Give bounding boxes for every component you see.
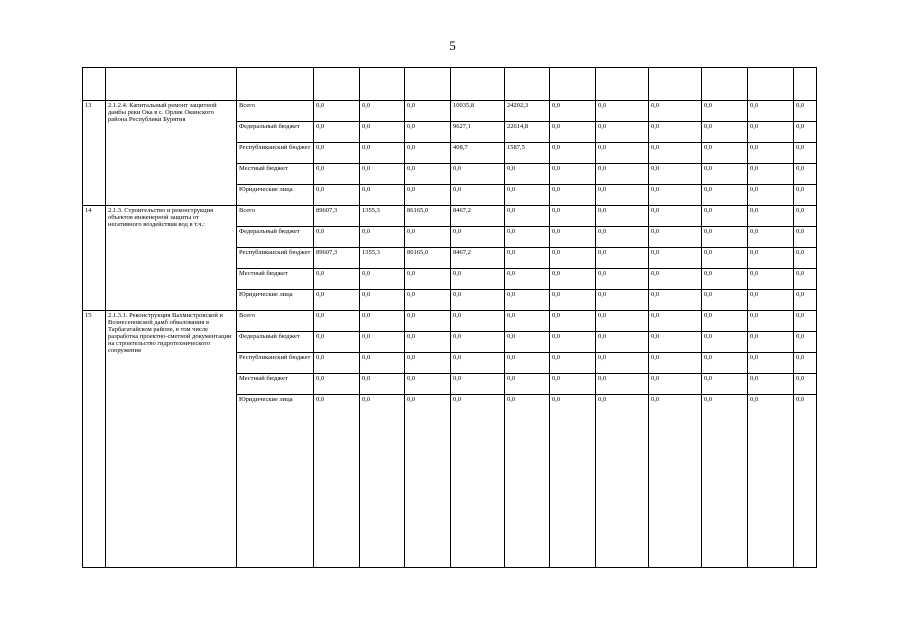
value-cell: 0,0 (794, 353, 817, 374)
value-cell: 0,0 (505, 374, 550, 395)
value-cell: 0,0 (360, 227, 405, 248)
table-row (83, 101, 817, 122)
value-cell: 0,0 (702, 395, 748, 568)
value-cell: 0,0 (550, 206, 596, 227)
value-cell: 0,0 (360, 164, 405, 185)
value-cell: 0,0 (550, 248, 596, 269)
header-row (83, 68, 817, 101)
value-cell: 0,0 (405, 164, 451, 185)
value-cell: 0,0 (314, 122, 360, 143)
header-cell (106, 68, 237, 101)
header-cell (596, 68, 649, 101)
value-cell: 0,0 (748, 269, 794, 290)
value-cell: 24202,3 (505, 101, 550, 122)
value-cell: 0,0 (794, 248, 817, 269)
value-cell: 0,0 (649, 290, 702, 311)
funding-source: Федеральный бюджет (237, 227, 314, 248)
value-cell: 0,0 (649, 248, 702, 269)
funding-source: Республиканский бюджет (237, 353, 314, 374)
value-cell: 0,0 (451, 164, 505, 185)
value-cell: 0,0 (451, 395, 505, 568)
value-cell: 0,0 (505, 185, 550, 206)
value-cell: 0,0 (748, 101, 794, 122)
funding-source: Юридические лица (237, 395, 314, 568)
value-cell: 0,0 (748, 374, 794, 395)
value-cell: 0,0 (550, 290, 596, 311)
value-cell: 0,0 (748, 332, 794, 353)
value-cell: 0,0 (794, 332, 817, 353)
header-cell (505, 68, 550, 101)
header-cell (748, 68, 794, 101)
value-cell: 0,0 (405, 227, 451, 248)
value-cell: 0,0 (505, 332, 550, 353)
row-number: 15 (83, 311, 106, 568)
value-cell: 0,0 (405, 332, 451, 353)
value-cell: 0,0 (794, 290, 817, 311)
value-cell: 0,0 (505, 311, 550, 332)
value-cell: 0,0 (794, 227, 817, 248)
value-cell: 0,0 (794, 185, 817, 206)
value-cell: 0,0 (702, 227, 748, 248)
value-cell: 0,0 (702, 122, 748, 143)
value-cell: 0,0 (649, 269, 702, 290)
value-cell: 0,0 (702, 353, 748, 374)
value-cell: 0,0 (451, 332, 505, 353)
table-row (83, 311, 817, 332)
value-cell: 0,0 (794, 311, 817, 332)
value-cell: 0,0 (550, 143, 596, 164)
value-cell: 0,0 (748, 311, 794, 332)
value-cell: 0,0 (360, 374, 405, 395)
value-cell: 0,0 (314, 227, 360, 248)
value-cell: 0,0 (451, 227, 505, 248)
measure-title: 2.1.2.4. Капитальный ремонт защитной дамбы реки Ока в с. Орлик Окинского района Республики Бурятия (106, 101, 237, 206)
measure-title: 2.1.3. Строительство и реконструкция объектов инженерной защиты от негативного воздействия вод в т.ч.: (106, 206, 237, 311)
value-cell: 0,0 (550, 395, 596, 568)
value-cell: 0,0 (596, 269, 649, 290)
value-cell: 0,0 (405, 353, 451, 374)
value-cell: 89607,3 (314, 248, 360, 269)
value-cell: 1355,3 (360, 248, 405, 269)
value-cell: 0,0 (314, 185, 360, 206)
value-cell: 0,0 (596, 353, 649, 374)
value-cell: 0,0 (748, 206, 794, 227)
funding-source: Федеральный бюджет (237, 332, 314, 353)
header-cell (794, 68, 817, 101)
value-cell: 0,0 (702, 164, 748, 185)
value-cell: 0,0 (550, 122, 596, 143)
value-cell: 0,0 (596, 311, 649, 332)
value-cell: 86165,0 (405, 206, 451, 227)
funding-source: Юридические лица (237, 185, 314, 206)
value-cell: 1587,5 (505, 143, 550, 164)
funding-source: Местный бюджет (237, 164, 314, 185)
funding-source: Местный бюджет (237, 374, 314, 395)
value-cell: 0,0 (649, 374, 702, 395)
value-cell: 0,0 (314, 290, 360, 311)
value-cell: 0,0 (451, 374, 505, 395)
header-cell (314, 68, 360, 101)
page-number: 5 (449, 38, 456, 53)
value-cell: 0,0 (405, 374, 451, 395)
value-cell: 0,0 (649, 101, 702, 122)
value-cell: 0,0 (314, 269, 360, 290)
funding-source: Юридические лица (237, 290, 314, 311)
header-cell (405, 68, 451, 101)
value-cell: 0,0 (649, 206, 702, 227)
funding-source: Федеральный бюджет (237, 122, 314, 143)
value-cell: 0,0 (748, 227, 794, 248)
value-cell: 0,0 (314, 101, 360, 122)
header-cell (237, 68, 314, 101)
value-cell: 0,0 (360, 143, 405, 164)
value-cell: 0,0 (794, 122, 817, 143)
value-cell: 22614,8 (505, 122, 550, 143)
value-cell: 0,0 (360, 395, 405, 568)
header-cell (83, 68, 106, 101)
header-cell (451, 68, 505, 101)
value-cell: 0,0 (314, 353, 360, 374)
value-cell: 0,0 (702, 206, 748, 227)
value-cell: 0,0 (505, 206, 550, 227)
value-cell: 0,0 (702, 101, 748, 122)
value-cell: 89607,3 (314, 206, 360, 227)
value-cell: 8467,2 (451, 248, 505, 269)
value-cell: 0,0 (360, 290, 405, 311)
value-cell: 0,0 (505, 290, 550, 311)
value-cell: 0,0 (748, 290, 794, 311)
value-cell: 0,0 (405, 311, 451, 332)
value-cell: 0,0 (405, 185, 451, 206)
funding-source: Республиканский бюджет (237, 248, 314, 269)
value-cell: 0,0 (649, 122, 702, 143)
value-cell: 0,0 (649, 143, 702, 164)
value-cell: 0,0 (702, 332, 748, 353)
value-cell: 0,0 (550, 269, 596, 290)
value-cell: 1355,3 (360, 206, 405, 227)
value-cell: 0,0 (405, 269, 451, 290)
value-cell: 0,0 (596, 101, 649, 122)
value-cell: 0,0 (748, 395, 794, 568)
value-cell: 0,0 (596, 395, 649, 568)
value-cell: 0,0 (596, 332, 649, 353)
value-cell: 0,0 (702, 269, 748, 290)
value-cell: 0,0 (314, 143, 360, 164)
value-cell: 0,0 (505, 353, 550, 374)
value-cell: 0,0 (596, 227, 649, 248)
value-cell: 0,0 (596, 143, 649, 164)
value-cell: 0,0 (405, 290, 451, 311)
value-cell: 0,0 (314, 311, 360, 332)
value-cell: 0,0 (794, 164, 817, 185)
value-cell: 8467,2 (451, 206, 505, 227)
value-cell: 408,7 (451, 143, 505, 164)
value-cell: 0,0 (314, 395, 360, 568)
value-cell: 0,0 (314, 164, 360, 185)
value-cell: 0,0 (649, 332, 702, 353)
value-cell: 0,0 (794, 206, 817, 227)
value-cell: 0,0 (451, 185, 505, 206)
value-cell: 0,0 (405, 122, 451, 143)
value-cell: 0,0 (596, 206, 649, 227)
row-number: 14 (83, 206, 106, 311)
value-cell: 0,0 (550, 185, 596, 206)
value-cell: 86165,0 (405, 248, 451, 269)
value-cell: 0,0 (550, 227, 596, 248)
value-cell: 0,0 (702, 185, 748, 206)
value-cell: 0,0 (748, 353, 794, 374)
funding-source: Всего (237, 311, 314, 332)
value-cell: 0,0 (596, 164, 649, 185)
value-cell: 0,0 (451, 353, 505, 374)
value-cell: 0,0 (649, 395, 702, 568)
table-body (83, 68, 817, 568)
funding-source: Всего (237, 206, 314, 227)
value-cell: 0,0 (505, 164, 550, 185)
value-cell: 0,0 (702, 248, 748, 269)
value-cell: 0,0 (405, 143, 451, 164)
value-cell: 0,0 (596, 374, 649, 395)
value-cell: 0,0 (405, 101, 451, 122)
value-cell: 0,0 (596, 290, 649, 311)
value-cell: 0,0 (748, 185, 794, 206)
value-cell: 0,0 (794, 374, 817, 395)
value-cell: 0,0 (505, 269, 550, 290)
value-cell: 10035,8 (451, 101, 505, 122)
value-cell: 0,0 (360, 122, 405, 143)
value-cell: 0,0 (314, 374, 360, 395)
value-cell: 0,0 (505, 227, 550, 248)
value-cell: 0,0 (505, 248, 550, 269)
header-cell (649, 68, 702, 101)
header-cell (360, 68, 405, 101)
value-cell: 0,0 (748, 248, 794, 269)
measure-title: 2.1.3.1. Реконструкция Вахмистровской и Вознесеновской дамб обвалования в Тарбагатайском районе, в том числе разработка проектно-сметной документации на строительство гидротехнического сооружения (106, 311, 237, 568)
value-cell: 0,0 (702, 374, 748, 395)
value-cell: 0,0 (702, 143, 748, 164)
value-cell: 0,0 (649, 227, 702, 248)
value-cell: 0,0 (649, 185, 702, 206)
value-cell: 0,0 (451, 269, 505, 290)
value-cell: 0,0 (596, 248, 649, 269)
row-number: 13 (83, 101, 106, 206)
value-cell: 0,0 (794, 269, 817, 290)
value-cell: 0,0 (360, 311, 405, 332)
value-cell: 0,0 (360, 185, 405, 206)
header-cell (550, 68, 596, 101)
value-cell: 0,0 (550, 332, 596, 353)
value-cell: 0,0 (649, 164, 702, 185)
value-cell: 0,0 (505, 395, 550, 568)
value-cell: 0,0 (360, 353, 405, 374)
value-cell: 0,0 (360, 101, 405, 122)
value-cell: 0,0 (649, 311, 702, 332)
value-cell: 0,0 (649, 353, 702, 374)
value-cell: 0,0 (550, 164, 596, 185)
value-cell: 0,0 (748, 143, 794, 164)
value-cell: 0,0 (550, 101, 596, 122)
funding-source: Республиканский бюджет (237, 143, 314, 164)
value-cell: 0,0 (550, 353, 596, 374)
value-cell: 0,0 (596, 122, 649, 143)
value-cell: 0,0 (550, 374, 596, 395)
funding-source: Местный бюджет (237, 269, 314, 290)
value-cell: 0,0 (596, 185, 649, 206)
value-cell: 0,0 (794, 395, 817, 568)
value-cell: 0,0 (451, 290, 505, 311)
value-cell: 0,0 (451, 311, 505, 332)
value-cell: 0,0 (702, 311, 748, 332)
value-cell: 0,0 (360, 269, 405, 290)
value-cell: 0,0 (405, 395, 451, 568)
value-cell: 0,0 (550, 311, 596, 332)
value-cell: 0,0 (794, 101, 817, 122)
value-cell: 9627,1 (451, 122, 505, 143)
funding-source: Всего (237, 101, 314, 122)
value-cell: 0,0 (748, 122, 794, 143)
value-cell: 0,0 (748, 164, 794, 185)
budget-table (82, 67, 817, 568)
value-cell: 0,0 (794, 143, 817, 164)
table-row (83, 206, 817, 227)
header-cell (702, 68, 748, 101)
value-cell: 0,0 (702, 290, 748, 311)
value-cell: 0,0 (314, 332, 360, 353)
value-cell: 0,0 (360, 332, 405, 353)
